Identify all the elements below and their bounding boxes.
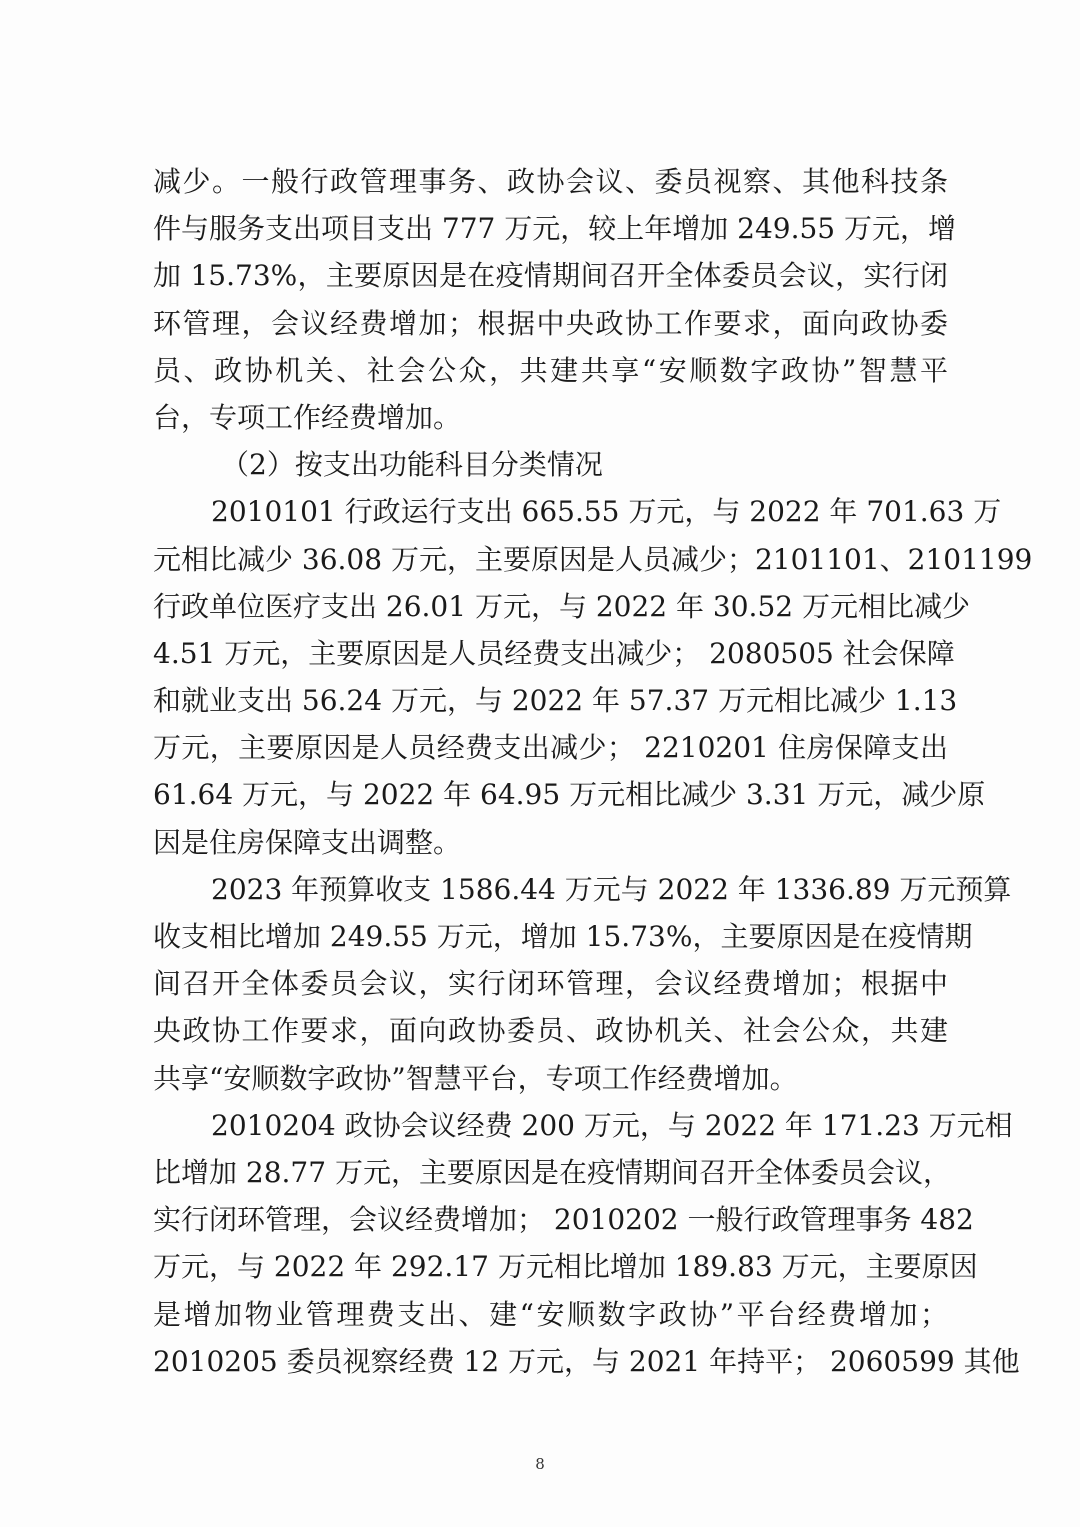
text-line: 万元，主要原因是人员经费支出减少； 2210201 住房保障支出 (153, 731, 948, 765)
text-line: 和就业支出 56.24 万元，与 2022 年 57.37 万元相比减少 1.13 (153, 684, 958, 718)
text-line: 收支相比增加 249.55 万元，增加 15.73%，主要原因是在疫情期 (153, 920, 973, 953)
text-line: 2023 年预算收支 1586.44 万元与 2022 年 1336.89 万元预算 (211, 872, 1012, 906)
text-line: 是增加物业管理费支出、建“安顺数字政协”平台经费增加； (153, 1297, 948, 1331)
page-number: 8 (535, 1455, 545, 1473)
text-line: 台，专项工作经费增加。 (153, 400, 462, 434)
section-heading: （2）按支出功能科目分类情况 (221, 448, 603, 482)
text-line: 加 15.73%，主要原因是在疫情期间召开全体委员会议，实行闭 (153, 259, 948, 293)
text-line: 61.64 万元，与 2022 年 64.95 万元相比减少 3.31 万元，减少原 (153, 778, 986, 812)
text-line: 4.51 万元，主要原因是人员经费支出减少； 2080505 社会保障 (153, 636, 955, 670)
text-line: 比增加 28.77 万元，主要原因是在疫情期间召开全体委员会议， (153, 1155, 951, 1189)
text-line: 员、政协机关、社会公众，共建共享“安顺数字政协”智慧平 (153, 353, 948, 387)
text-line: 环管理，会议经费增加；根据中央政协工作要求，面向政协委 (153, 306, 948, 340)
text-line: 元相比减少 36.08 万元，主要原因是人员减少；2101101、2101199 (153, 542, 1033, 576)
text-line: 2010204 政协会议经费 200 万元，与 2022 年 171.23 万元相 (211, 1108, 1013, 1142)
text-line: 因是住房保障支出调整。 (153, 825, 462, 859)
text-line: 2010205 委员视察经费 12 万元，与 2021 年持平； 2060599 其他 (153, 1344, 1020, 1378)
text-line: 行政单位医疗支出 26.01 万元，与 2022 年 30.52 万元相比减少 (153, 589, 970, 623)
text-line: 万元，与 2022 年 292.17 万元相比增加 189.83 万元，主要原因 (153, 1250, 978, 1284)
text-line: 实行闭环管理，会议经费增加； 2010202 一般行政管理事务 482 (153, 1203, 974, 1237)
text-line: 共享“安顺数字政协”智慧平台，专项工作经费增加。 (153, 1061, 798, 1095)
text-line: 件与服务支出项目支出 777 万元，较上年增加 249.55 万元，增 (153, 212, 957, 246)
text-line: 2010101 行政运行支出 665.55 万元，与 2022 年 701.63 万 (211, 495, 1002, 529)
text-line: 间召开全体委员会议，实行闭环管理，会议经费增加；根据中 (153, 967, 948, 1001)
text-line: 减少。一般行政管理事务、政协会议、委员视察、其他科技条 (153, 165, 948, 198)
text-line: 央政协工作要求，面向政协委员、政协机关、社会公众，共建 (153, 1014, 948, 1048)
body-text (153, 158, 1033, 1385)
